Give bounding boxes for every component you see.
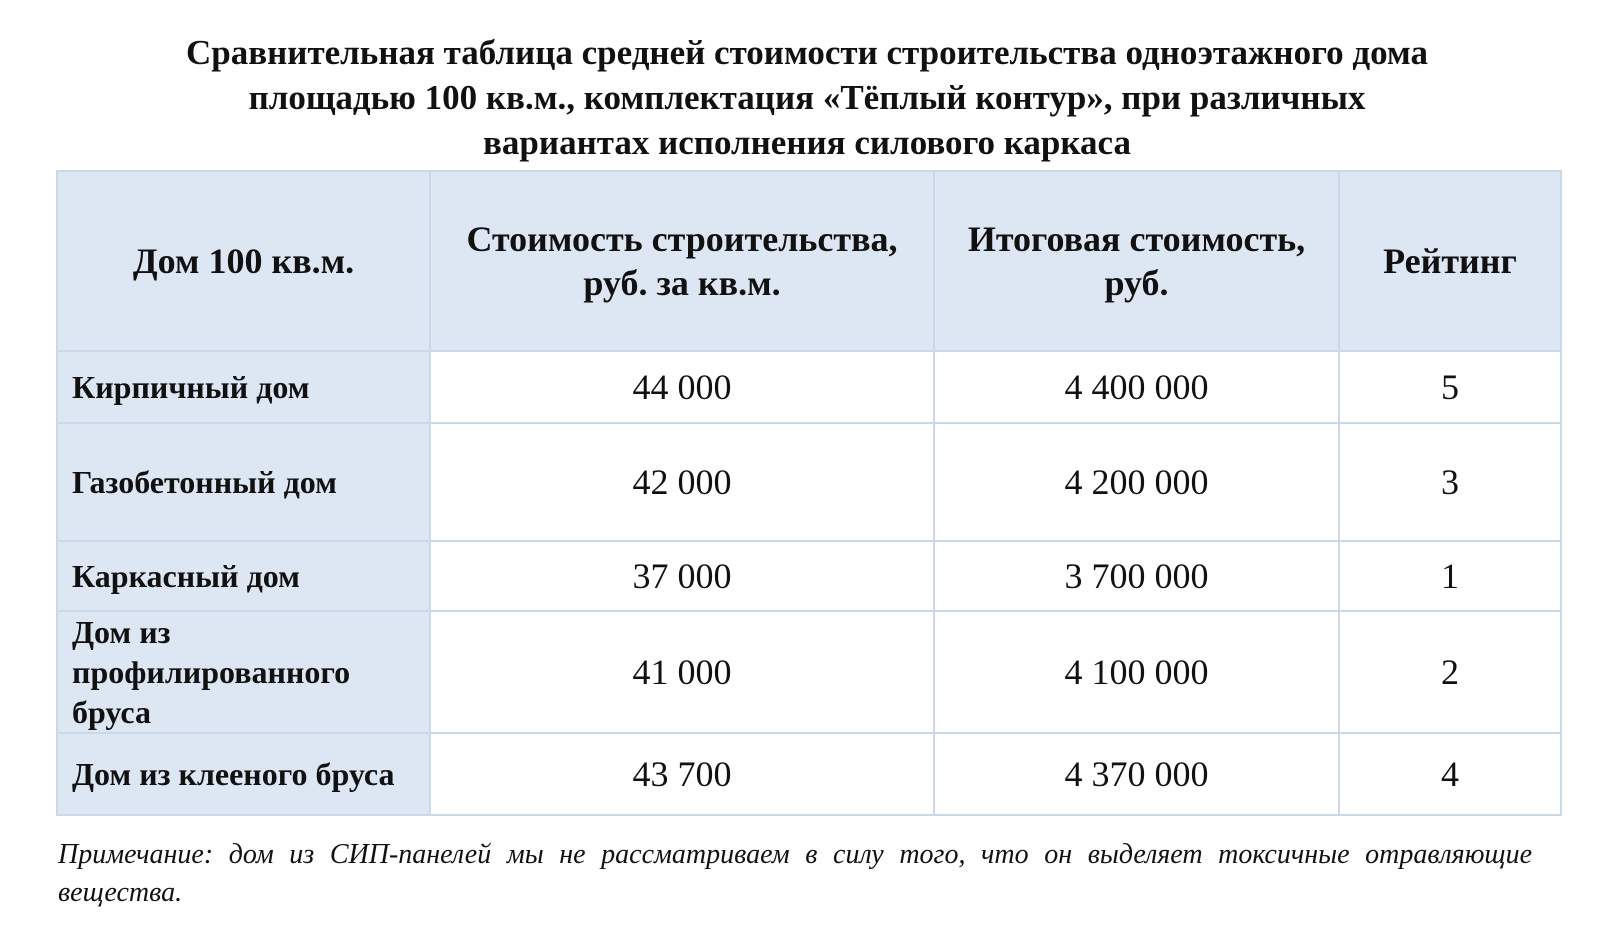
row-house-name: Каркасный дом xyxy=(57,541,430,611)
header-total-line-1: Итоговая стоимость, xyxy=(967,219,1306,259)
table-row xyxy=(57,351,1561,423)
footnote: Примечание: дом из СИП-панелей мы не рассматриваем в силу того, что он выделяет токсичные отравляющие вещества. xyxy=(58,839,1532,908)
table-title-line-1: Сравнительная таблица средней стоимости строительства одноэтажного дома xyxy=(185,33,1429,72)
row-house-name: Кирпичный дом xyxy=(57,351,430,423)
table-header-row xyxy=(57,171,1561,351)
header-total-cost xyxy=(934,171,1339,351)
row-total-cost: 4 400 000 xyxy=(934,351,1339,423)
header-house xyxy=(57,171,430,351)
header-house-label: Дом 100 кв.м. xyxy=(132,241,355,281)
row-cost-per-sqm: 41 000 xyxy=(430,611,934,733)
row-rating: 4 xyxy=(1339,733,1561,815)
header-cost-line-2: руб. за кв.м. xyxy=(583,263,781,303)
row-total-cost: 4 200 000 xyxy=(934,423,1339,541)
row-house-name: Дом из клееного бруса xyxy=(57,733,430,815)
table-row xyxy=(57,733,1561,815)
table-row xyxy=(57,611,1561,733)
row-cost-per-sqm: 42 000 xyxy=(430,423,934,541)
table-row xyxy=(57,541,1561,611)
comparison-table xyxy=(56,170,1562,816)
row-rating: 3 xyxy=(1339,423,1561,541)
row-rating: 1 xyxy=(1339,541,1561,611)
row-house-name: Газобетонный дом xyxy=(57,423,430,541)
header-rating-label: Рейтинг xyxy=(1383,241,1517,281)
header-total-line-2: руб. xyxy=(1104,263,1169,303)
row-cost-per-sqm: 37 000 xyxy=(430,541,934,611)
header-cost-per-sqm xyxy=(430,171,934,351)
table-title xyxy=(40,30,1574,165)
row-rating: 5 xyxy=(1339,351,1561,423)
row-house-name: Дом из профилированного бруса xyxy=(57,611,430,733)
row-rating: 2 xyxy=(1339,611,1561,733)
row-cost-per-sqm: 43 700 xyxy=(430,733,934,815)
row-cost-per-sqm: 44 000 xyxy=(430,351,934,423)
row-total-cost: 4 100 000 xyxy=(934,611,1339,733)
header-rating xyxy=(1339,171,1561,351)
table-title-line-3: вариантах исполнения силового каркаса xyxy=(483,123,1131,162)
row-total-cost: 3 700 000 xyxy=(934,541,1339,611)
row-total-cost: 4 370 000 xyxy=(934,733,1339,815)
table-title-line-2: площадью 100 кв.м., комплектация «Тёплый контур», при различных xyxy=(248,78,1366,117)
header-cost-line-1: Стоимость строительства, xyxy=(466,219,898,259)
table-row xyxy=(57,423,1561,541)
